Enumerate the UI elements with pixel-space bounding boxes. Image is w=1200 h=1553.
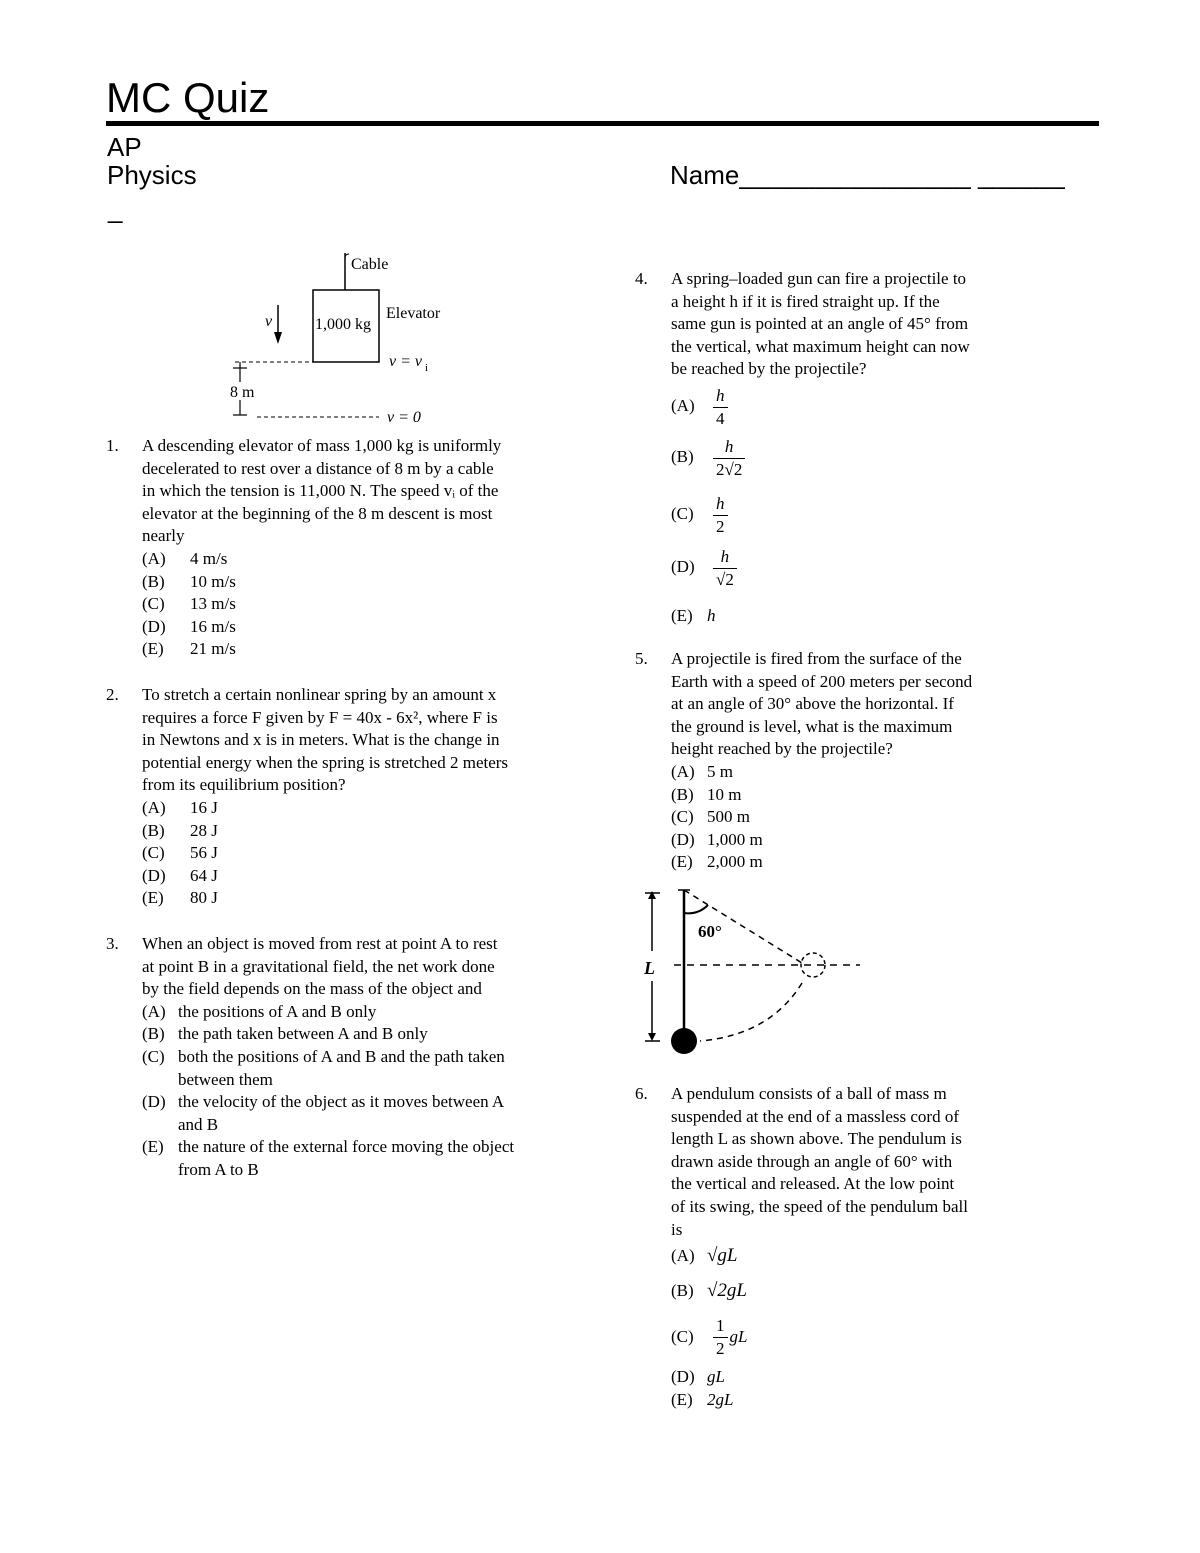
stem-line: nearly — [142, 526, 185, 546]
option-fraction — [713, 546, 737, 591]
option-label: (C) — [142, 1046, 165, 1066]
question-number: 1. — [106, 436, 119, 455]
option-label: (A) — [671, 761, 695, 781]
option-text-cont: from A to B — [178, 1159, 259, 1179]
answer-option-b[interactable] — [671, 1280, 747, 1303]
answer-option-a[interactable] — [671, 761, 972, 784]
answer-option-d[interactable] — [671, 829, 972, 852]
answer-option-d[interactable] — [142, 1091, 514, 1136]
stem-line: elevator at the beginning of the 8 m descent is most — [142, 503, 493, 523]
option-text: both the positions of A and B and the path taken — [178, 1046, 505, 1066]
fraction-numerator: 1 — [716, 1316, 725, 1336]
question-body — [671, 1083, 968, 1410]
answer-option-a[interactable] — [142, 797, 508, 820]
option-label: (A) — [142, 1001, 166, 1021]
answer-option-d[interactable] — [671, 1366, 725, 1389]
option-label: (A) — [671, 1246, 695, 1266]
answer-option-a[interactable] — [671, 1245, 738, 1268]
v-equals-0-label: v = 0 — [387, 409, 421, 426]
option-text: 2,000 m — [707, 852, 763, 872]
option-text: 4 m/s — [190, 548, 228, 568]
stem-line: length L as shown above. The pendulum is — [671, 1129, 962, 1149]
option-label: (E) — [671, 1390, 693, 1410]
option-label: (A) — [142, 548, 166, 568]
answer-option-c[interactable] — [142, 593, 501, 616]
option-label: (A) — [142, 797, 166, 817]
option-label: (D) — [142, 865, 166, 885]
option-text: 16 m/s — [190, 616, 236, 636]
stem-line: of its swing, the speed of the pendulum ball — [671, 1196, 968, 1216]
answer-option-c[interactable] — [671, 493, 728, 538]
question-number: 5. — [635, 649, 648, 668]
course-dash: _ — [108, 194, 123, 224]
option-label: (B) — [142, 1024, 165, 1044]
question-number: 3. — [106, 934, 119, 953]
stem-line: be reached by the projectile? — [671, 359, 867, 379]
option-label: (E) — [671, 605, 693, 625]
option-text: 10 m/s — [190, 571, 236, 591]
answer-option-e[interactable] — [671, 605, 716, 628]
option-label: (A) — [671, 396, 695, 416]
answer-option-c[interactable] — [142, 842, 508, 865]
answer-option-b[interactable] — [671, 436, 745, 481]
stem-line: potential energy when the spring is stretched 2 meters — [142, 752, 509, 772]
answer-option-c[interactable] — [671, 1315, 747, 1360]
fraction-denominator: 4 — [713, 407, 728, 430]
stem-line: the vertical, what maximum height can now — [671, 336, 970, 356]
option-text: √2gL — [707, 1280, 747, 1302]
option-text: 64 J — [190, 865, 218, 885]
option-label: (E) — [142, 639, 164, 659]
option-label: (D) — [671, 829, 695, 849]
option-text: 16 J — [190, 797, 218, 817]
stem-line: in Newtons and x is in meters. What is the change in — [142, 730, 500, 750]
option-fraction — [713, 493, 728, 538]
option-label: (B) — [142, 820, 165, 840]
option-label: (E) — [142, 888, 164, 908]
option-label: (B) — [671, 1281, 694, 1301]
fraction-numerator: h — [716, 493, 725, 513]
mass-label: 1,000 kg — [315, 316, 371, 333]
stem-line: Earth with a speed of 200 meters per second — [671, 671, 973, 691]
option-text: 500 m — [707, 807, 750, 827]
option-text: 56 J — [190, 843, 218, 863]
option-label: (B) — [671, 784, 694, 804]
length-label: L — [644, 958, 655, 978]
option-text: the nature of the external force moving the object — [178, 1137, 515, 1157]
option-text: the path taken between A and B only — [178, 1024, 428, 1044]
option-text: 80 J — [190, 888, 218, 908]
stem-line: A spring–loaded gun can fire a projectile to — [671, 269, 967, 288]
answer-option-d[interactable] — [671, 546, 737, 591]
option-label: (B) — [671, 447, 694, 467]
option-text: 5 m — [707, 761, 733, 781]
v-equals-vi-label: v = v — [389, 353, 422, 370]
option-text: 10 m — [707, 784, 742, 804]
option-label: (C) — [671, 807, 694, 827]
stem-line: at an angle of 30° above the horizontal. If — [671, 694, 954, 714]
question-body — [671, 268, 970, 625]
option-text: gL — [707, 1367, 725, 1387]
answer-option-b[interactable] — [671, 784, 972, 807]
stem-line: from its equilibrium position? — [142, 775, 346, 795]
option-fraction — [713, 1315, 728, 1360]
page-title: MC Quiz — [106, 74, 270, 121]
stem-line: A descending elevator of mass 1,000 kg is uniformly — [142, 436, 502, 455]
question-number: 6. — [635, 1084, 648, 1103]
answer-option-b[interactable] — [142, 820, 508, 843]
stem-line: same gun is pointed at an angle of 45° from — [671, 314, 969, 334]
fraction-numerator: h — [720, 546, 730, 566]
pendulum-figure — [630, 885, 870, 1060]
stem-line: decelerated to rest over a distance of 8 m by a cable — [142, 458, 494, 478]
fraction-denominator: 2√2 — [713, 458, 745, 481]
stem-line: at point B in a gravitational field, the net work done — [142, 956, 495, 976]
stem-line: To stretch a certain nonlinear spring by an amount x — [142, 685, 497, 704]
angle-label: 60° — [698, 922, 722, 941]
cable-label: Cable — [351, 256, 389, 273]
option-text: 13 m/s — [190, 594, 236, 614]
answer-option-b[interactable] — [142, 571, 501, 594]
option-label: (C) — [671, 1326, 694, 1346]
option-label: (C) — [142, 843, 165, 863]
fraction-denominator: √2 — [713, 568, 737, 591]
title-rule — [106, 121, 1099, 126]
option-label: (C) — [142, 594, 165, 614]
fraction-denominator: 2 — [713, 515, 728, 538]
question-number: 4. — [635, 269, 648, 288]
answer-option-a[interactable] — [142, 1001, 514, 1024]
stem-line: drawn aside through an angle of 60° with — [671, 1151, 953, 1171]
answer-option-a[interactable] — [142, 548, 501, 571]
question-body — [142, 435, 501, 661]
v-label: v — [265, 313, 273, 330]
question-body — [671, 648, 972, 874]
elevator-figure — [225, 250, 465, 430]
question-body — [142, 684, 508, 910]
answer-option-b[interactable] — [142, 1023, 514, 1046]
option-label: (D) — [671, 557, 695, 577]
option-label: (D) — [142, 1092, 166, 1112]
option-label: (E) — [142, 1137, 164, 1157]
fraction-numerator: h — [724, 436, 734, 456]
name-line: Name________________ ______ — [670, 160, 1065, 190]
answer-option-d[interactable] — [142, 865, 508, 888]
stem-line: in which the tension is 11,000 N. The speed vᵢ of the — [142, 481, 499, 501]
option-label: (B) — [142, 571, 165, 591]
stem-line: requires a force F given by F = 40x - 6x², where F is — [142, 707, 498, 727]
stem-line: A projectile is fired from the surface of the — [671, 649, 962, 668]
stem-line: suspended at the end of a massless cord of — [671, 1106, 959, 1126]
answer-option-e[interactable] — [671, 1389, 733, 1412]
option-text: 28 J — [190, 820, 218, 840]
stem-line: When an object is moved from rest at point A to rest — [142, 934, 498, 953]
option-label: (D) — [142, 616, 166, 636]
answer-option-e[interactable] — [142, 887, 508, 910]
distance-label: 8 m — [230, 384, 255, 401]
option-fraction — [713, 385, 728, 430]
course-physics: Physics — [107, 160, 197, 190]
answer-option-a[interactable] — [671, 385, 728, 430]
elevator-label: Elevator — [386, 305, 441, 322]
question-number: 2. — [106, 685, 119, 704]
fraction-numerator: h — [716, 385, 725, 405]
answer-option-e[interactable] — [671, 851, 972, 874]
stem-line: the ground is level, what is the maximum — [671, 716, 953, 736]
option-text: the positions of A and B only — [178, 1001, 377, 1021]
answer-option-d[interactable] — [142, 616, 501, 639]
stem-line: by the field depends on the mass of the object and — [142, 979, 482, 999]
option-text-cont: and B — [178, 1114, 219, 1134]
option-text: h — [707, 605, 716, 625]
vi-subscript: i — [425, 362, 429, 374]
stem-line: height reached by the projectile? — [671, 739, 893, 759]
stem-line: is — [671, 1219, 683, 1239]
option-fraction — [713, 436, 745, 481]
answer-option-e[interactable] — [142, 1136, 514, 1181]
option-text: the velocity of the object as it moves between A — [178, 1092, 505, 1112]
fraction-denominator: 2 — [713, 1337, 728, 1360]
option-text-cont: between them — [178, 1069, 273, 1089]
answer-option-e[interactable] — [142, 638, 501, 661]
question-body — [142, 933, 514, 1182]
option-label: (E) — [671, 852, 693, 872]
answer-option-c[interactable] — [142, 1046, 514, 1091]
option-label: (D) — [671, 1367, 695, 1387]
option-text: 2gL — [707, 1390, 734, 1410]
option-text: √gL — [707, 1245, 738, 1267]
option-label: (C) — [671, 504, 694, 524]
stem-line: the vertical and released. At the low point — [671, 1174, 955, 1194]
course-ap: AP — [107, 132, 142, 162]
option-text: 1,000 m — [707, 829, 763, 849]
option-text: 21 m/s — [190, 639, 236, 659]
option-text: gL — [729, 1326, 748, 1346]
stem-line: A pendulum consists of a ball of mass m — [671, 1084, 947, 1103]
stem-line: a height h if it is fired straight up. If the — [671, 291, 940, 311]
answer-option-c[interactable] — [671, 806, 972, 829]
